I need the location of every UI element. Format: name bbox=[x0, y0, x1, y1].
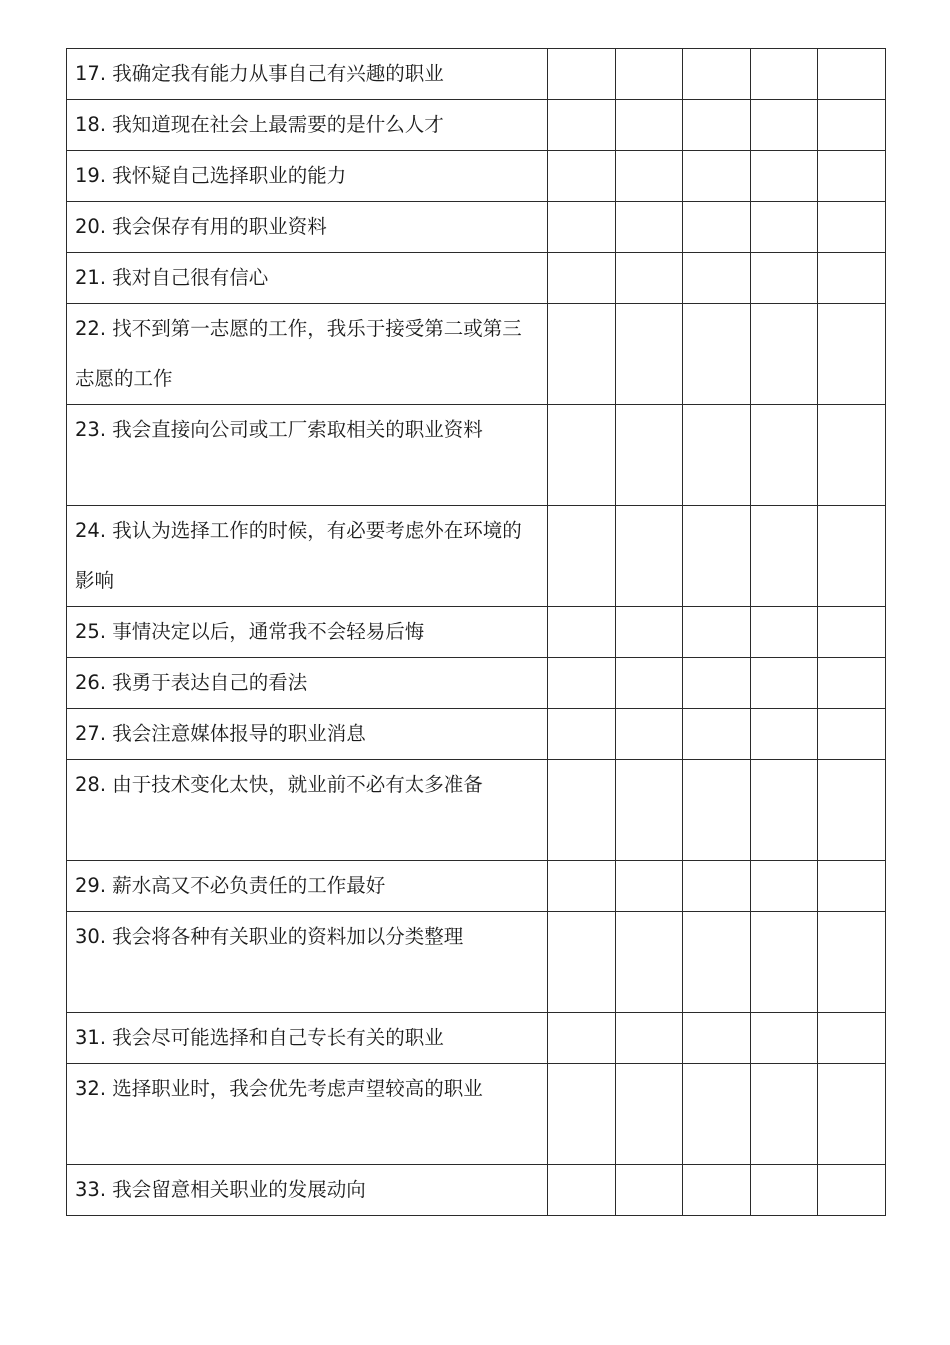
table-row bbox=[67, 506, 886, 607]
question-cell bbox=[67, 49, 548, 100]
answer-cell[interactable] bbox=[750, 304, 818, 405]
answer-cell[interactable] bbox=[750, 100, 818, 151]
answer-cell[interactable] bbox=[683, 151, 751, 202]
question-cell bbox=[67, 506, 548, 607]
question-text: 25. 事情决定以后，通常我不会轻易后悔 bbox=[75, 620, 425, 643]
answer-cell[interactable] bbox=[683, 861, 751, 912]
question-text: 17. 我确定我有能力从事自己有兴趣的职业 bbox=[75, 62, 444, 85]
question-text: 23. 我会直接向公司或工厂索取相关的职业资料 bbox=[75, 418, 483, 441]
question-text: 32. 选择职业时，我会优先考虑声望较高的职业 bbox=[75, 1077, 483, 1100]
answer-cell[interactable] bbox=[750, 253, 818, 304]
question-cell bbox=[67, 1013, 548, 1064]
answer-cell[interactable] bbox=[818, 100, 886, 151]
answer-cell[interactable] bbox=[818, 861, 886, 912]
answer-cell[interactable] bbox=[750, 760, 818, 861]
answer-cell[interactable] bbox=[750, 709, 818, 760]
answer-cell[interactable] bbox=[683, 658, 751, 709]
answer-cell[interactable] bbox=[548, 709, 616, 760]
answer-cell[interactable] bbox=[818, 912, 886, 1013]
answer-cell[interactable] bbox=[615, 405, 683, 506]
question-text: 31. 我会尽可能选择和自己专长有关的职业 bbox=[75, 1026, 444, 1049]
question-cell bbox=[67, 912, 548, 1013]
answer-cell[interactable] bbox=[615, 506, 683, 607]
answer-cell[interactable] bbox=[548, 253, 616, 304]
answer-cell[interactable] bbox=[750, 405, 818, 506]
question-text: 33. 我会留意相关职业的发展动向 bbox=[75, 1178, 366, 1201]
answer-cell[interactable] bbox=[750, 607, 818, 658]
answer-cell[interactable] bbox=[683, 100, 751, 151]
answer-cell[interactable] bbox=[548, 506, 616, 607]
question-text: 28. 由于技术变化太快，就业前不必有太多准备 bbox=[75, 773, 483, 796]
answer-cell[interactable] bbox=[750, 1064, 818, 1165]
answer-cell[interactable] bbox=[818, 607, 886, 658]
question-cell bbox=[67, 658, 548, 709]
answer-cell[interactable] bbox=[615, 658, 683, 709]
answer-cell[interactable] bbox=[615, 202, 683, 253]
answer-cell[interactable] bbox=[818, 1064, 886, 1165]
table-row bbox=[67, 100, 886, 151]
answer-cell[interactable] bbox=[683, 405, 751, 506]
answer-cell[interactable] bbox=[683, 304, 751, 405]
answer-cell[interactable] bbox=[683, 253, 751, 304]
answer-cell[interactable] bbox=[683, 607, 751, 658]
question-text: 19. 我怀疑自己选择职业的能力 bbox=[75, 164, 347, 187]
question-cell bbox=[67, 253, 548, 304]
question-cell bbox=[67, 1064, 548, 1165]
answer-cell[interactable] bbox=[615, 100, 683, 151]
answer-cell[interactable] bbox=[750, 151, 818, 202]
answer-cell[interactable] bbox=[548, 1064, 616, 1165]
table-row bbox=[67, 304, 886, 405]
answer-cell[interactable] bbox=[615, 760, 683, 861]
answer-cell[interactable] bbox=[548, 202, 616, 253]
answer-cell[interactable] bbox=[683, 912, 751, 1013]
table-row bbox=[67, 1064, 886, 1165]
answer-cell[interactable] bbox=[615, 912, 683, 1013]
answer-cell[interactable] bbox=[750, 658, 818, 709]
answer-cell[interactable] bbox=[750, 912, 818, 1013]
table-row bbox=[67, 912, 886, 1013]
answer-cell[interactable] bbox=[818, 304, 886, 405]
answer-cell[interactable] bbox=[548, 861, 616, 912]
answer-cell[interactable] bbox=[683, 506, 751, 607]
answer-cell[interactable] bbox=[818, 202, 886, 253]
answer-cell[interactable] bbox=[615, 49, 683, 100]
table-body bbox=[67, 49, 886, 1216]
question-cell bbox=[67, 1165, 548, 1216]
answer-cell[interactable] bbox=[750, 1165, 818, 1216]
table-row bbox=[67, 1013, 886, 1064]
answer-cell[interactable] bbox=[683, 760, 751, 861]
answer-cell[interactable] bbox=[548, 1013, 616, 1064]
question-text: 27. 我会注意媒体报导的职业消息 bbox=[75, 722, 366, 745]
answer-cell[interactable] bbox=[818, 253, 886, 304]
question-cell bbox=[67, 304, 548, 405]
question-cell bbox=[67, 607, 548, 658]
answer-cell[interactable] bbox=[750, 49, 818, 100]
answer-cell[interactable] bbox=[548, 151, 616, 202]
table-row bbox=[67, 861, 886, 912]
question-cell bbox=[67, 709, 548, 760]
answer-cell[interactable] bbox=[615, 151, 683, 202]
answer-cell[interactable] bbox=[750, 202, 818, 253]
answer-cell[interactable] bbox=[548, 405, 616, 506]
table-row bbox=[67, 709, 886, 760]
question-cell bbox=[67, 861, 548, 912]
answer-cell[interactable] bbox=[615, 861, 683, 912]
answer-cell[interactable] bbox=[818, 1013, 886, 1064]
table-row bbox=[67, 658, 886, 709]
answer-cell[interactable] bbox=[615, 709, 683, 760]
question-cell bbox=[67, 202, 548, 253]
answer-cell[interactable] bbox=[615, 1013, 683, 1064]
survey-table bbox=[66, 48, 886, 1216]
answer-cell[interactable] bbox=[548, 100, 616, 151]
question-cell bbox=[67, 760, 548, 861]
answer-cell[interactable] bbox=[818, 49, 886, 100]
answer-cell[interactable] bbox=[548, 658, 616, 709]
answer-cell[interactable] bbox=[818, 1165, 886, 1216]
answer-cell[interactable] bbox=[683, 1013, 751, 1064]
question-text: 30. 我会将各种有关职业的资料加以分类整理 bbox=[75, 925, 464, 948]
answer-cell[interactable] bbox=[683, 49, 751, 100]
question-cell bbox=[67, 151, 548, 202]
table-row bbox=[67, 607, 886, 658]
answer-cell[interactable] bbox=[818, 658, 886, 709]
table-row bbox=[67, 49, 886, 100]
answer-cell[interactable] bbox=[750, 506, 818, 607]
question-text: 21. 我对自己很有信心 bbox=[75, 266, 269, 289]
answer-cell[interactable] bbox=[615, 1064, 683, 1165]
table-row bbox=[67, 151, 886, 202]
answer-cell[interactable] bbox=[683, 1064, 751, 1165]
answer-cell[interactable] bbox=[615, 607, 683, 658]
question-text: 22. 找不到第一志愿的工作，我乐于接受第二或第三志愿的工作 bbox=[75, 317, 522, 390]
answer-cell[interactable] bbox=[818, 760, 886, 861]
table-row bbox=[67, 405, 886, 506]
question-text: 24. 我认为选择工作的时候，有必要考虑外在环境的影响 bbox=[75, 519, 522, 592]
answer-cell[interactable] bbox=[818, 405, 886, 506]
question-text: 20. 我会保存有用的职业资料 bbox=[75, 215, 327, 238]
answer-cell[interactable] bbox=[548, 1165, 616, 1216]
answer-cell[interactable] bbox=[615, 1165, 683, 1216]
question-text: 26. 我勇于表达自己的看法 bbox=[75, 671, 308, 694]
table-row bbox=[67, 1165, 886, 1216]
question-text: 18. 我知道现在社会上最需要的是什么人才 bbox=[75, 113, 444, 136]
answer-cell[interactable] bbox=[818, 709, 886, 760]
answer-cell[interactable] bbox=[750, 1013, 818, 1064]
answer-cell[interactable] bbox=[683, 709, 751, 760]
question-cell bbox=[67, 100, 548, 151]
answer-cell[interactable] bbox=[615, 253, 683, 304]
answer-cell[interactable] bbox=[548, 912, 616, 1013]
answer-cell[interactable] bbox=[683, 1165, 751, 1216]
answer-cell[interactable] bbox=[548, 607, 616, 658]
table-row bbox=[67, 253, 886, 304]
table-row bbox=[67, 760, 886, 861]
question-text: 29. 薪水高又不必负责任的工作最好 bbox=[75, 874, 386, 897]
answer-cell[interactable] bbox=[548, 49, 616, 100]
question-cell bbox=[67, 405, 548, 506]
answer-cell[interactable] bbox=[548, 304, 616, 405]
answer-cell[interactable] bbox=[683, 202, 751, 253]
answer-cell[interactable] bbox=[818, 506, 886, 607]
answer-cell[interactable] bbox=[615, 304, 683, 405]
answer-cell[interactable] bbox=[750, 861, 818, 912]
answer-cell[interactable] bbox=[818, 151, 886, 202]
answer-cell[interactable] bbox=[548, 760, 616, 861]
table-row bbox=[67, 202, 886, 253]
